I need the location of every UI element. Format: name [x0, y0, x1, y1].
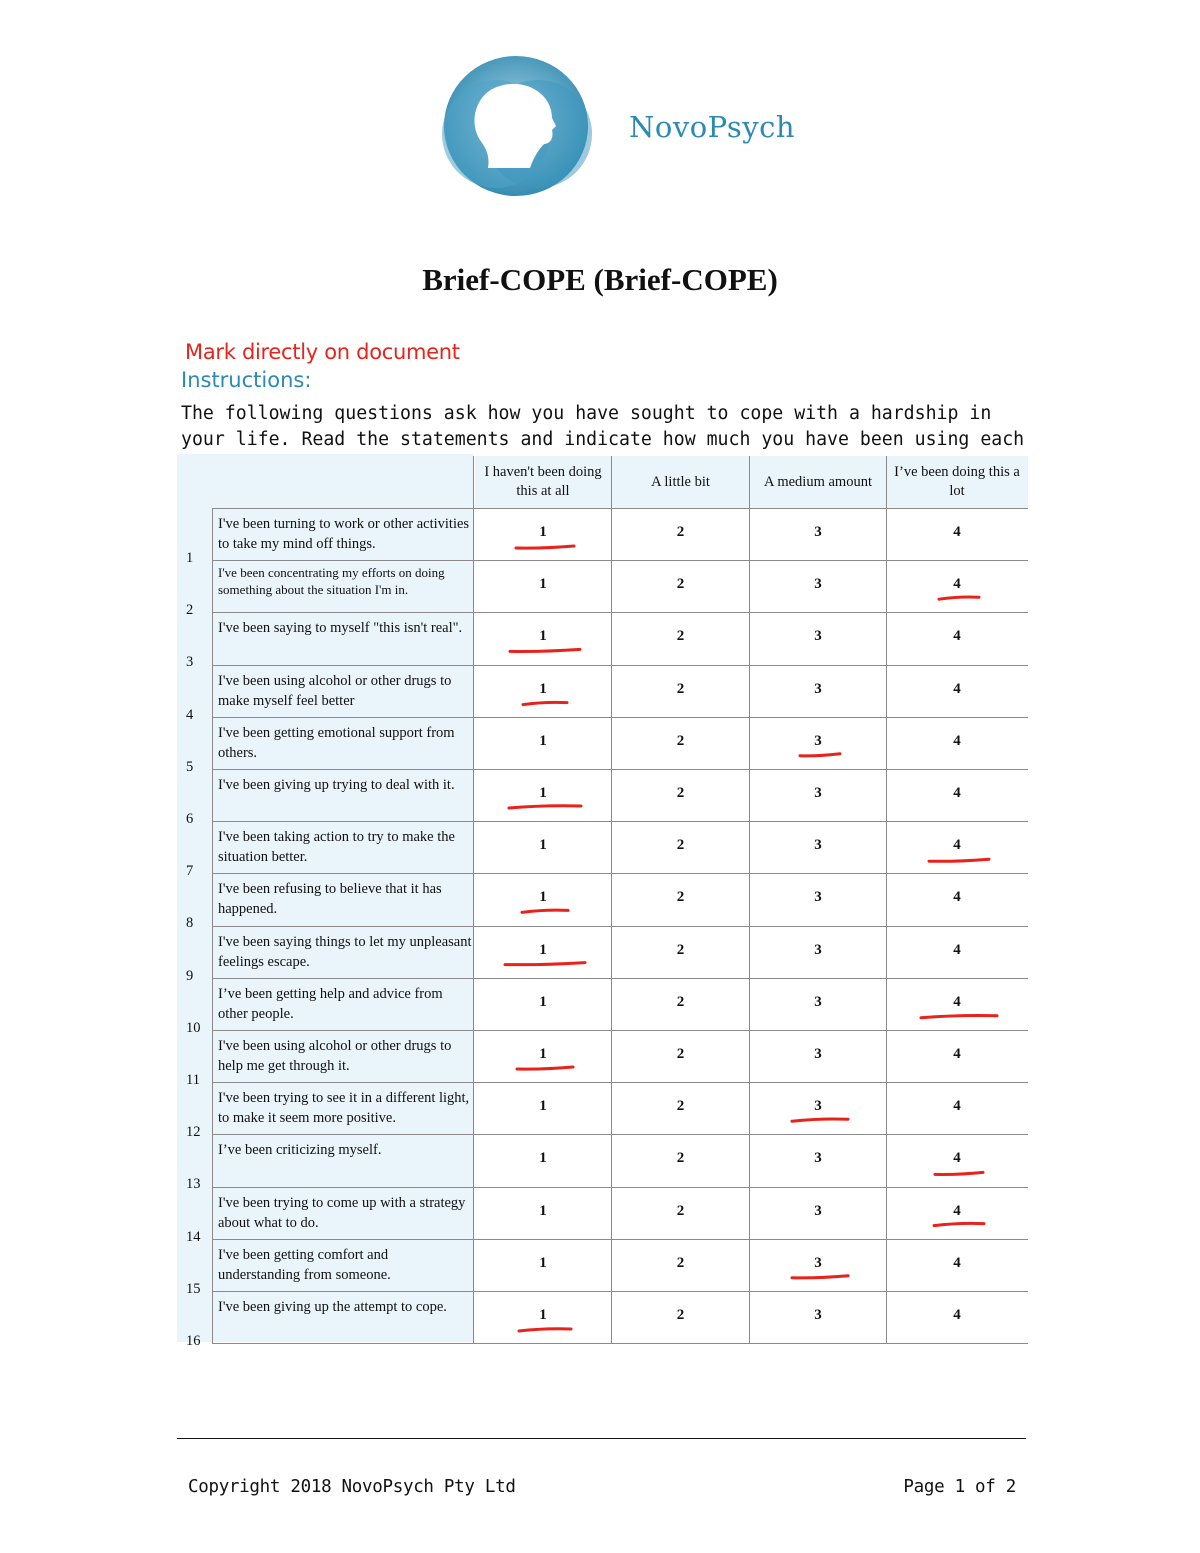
row-number: 7 — [186, 863, 194, 880]
response-option[interactable]: 2 — [676, 576, 685, 593]
selection-mark — [517, 1067, 573, 1069]
row-number: 14 — [186, 1228, 201, 1245]
selection-mark — [792, 1276, 848, 1278]
response-option[interactable]: 4 — [953, 1046, 961, 1062]
response-option[interactable]: 1 — [539, 680, 547, 697]
row-number: 10 — [186, 1019, 201, 1036]
selection-mark — [519, 1329, 571, 1331]
copyright: Copyright 2018 NovoPsych Pty Ltd — [188, 1477, 516, 1497]
instructions-text: The following questions ask how you have sought to cope with a hardship in your life. Read the statements and indicate how much you have been using each — [181, 403, 1025, 450]
response-option[interactable]: 2 — [676, 1202, 685, 1219]
response-option[interactable]: 2 — [676, 941, 685, 958]
coping-statement: I've been taking action to try to make the situation better. — [218, 829, 455, 866]
response-option[interactable]: 1 — [539, 576, 547, 593]
response-option[interactable]: 1 — [539, 785, 547, 801]
response-option[interactable]: 3 — [814, 524, 822, 540]
response-option[interactable]: 1 — [539, 1202, 547, 1219]
footer-divider — [177, 1438, 1026, 1439]
selection-mark — [505, 963, 585, 965]
response-option[interactable]: 3 — [814, 837, 822, 854]
header-not-at-all: I haven't been doing this at all — [484, 464, 602, 499]
response-option[interactable]: 2 — [676, 1150, 685, 1167]
response-option[interactable]: 4 — [953, 524, 961, 540]
response-option[interactable]: 2 — [676, 1098, 685, 1115]
response-option[interactable]: 1 — [539, 1254, 547, 1271]
selection-mark — [523, 702, 567, 704]
coping-statement: I've been saying things to let my unpleasant feelings escape. — [218, 933, 472, 970]
coping-statement: I've been giving up the attempt to cope. — [218, 1299, 447, 1315]
header-medium-amount: A medium amount — [764, 473, 872, 490]
response-option[interactable]: 2 — [676, 1046, 685, 1062]
row-number: 16 — [186, 1333, 201, 1349]
instructions-label: Instructions: — [181, 368, 312, 392]
row-number: 15 — [186, 1280, 201, 1297]
response-option[interactable]: 4 — [953, 1202, 961, 1219]
response-option[interactable]: 4 — [953, 1150, 961, 1167]
coping-statement: I’ve been criticizing myself. — [218, 1142, 382, 1159]
selection-mark — [800, 754, 840, 756]
row-number: 3 — [186, 654, 194, 671]
response-option[interactable]: 1 — [539, 837, 547, 854]
response-option[interactable]: 2 — [676, 680, 685, 697]
selection-mark — [929, 859, 989, 861]
response-option[interactable]: 3 — [814, 680, 822, 697]
selection-mark — [792, 1119, 848, 1121]
response-option[interactable]: 4 — [953, 1254, 961, 1271]
response-option[interactable]: 3 — [814, 576, 822, 593]
response-option[interactable]: 1 — [539, 628, 547, 645]
response-option[interactable]: 2 — [676, 732, 685, 749]
response-option[interactable]: 1 — [539, 993, 547, 1010]
coping-statement: I've been trying to come up with a strategy about what to do. — [218, 1194, 466, 1231]
row-number: 13 — [186, 1176, 201, 1193]
response-option[interactable]: 1 — [539, 524, 547, 540]
brand-name: NovoPsych — [629, 110, 796, 144]
header-a-lot: I’ve been doing this a lot — [894, 464, 1020, 499]
coping-statement: I've been using alcohol or other drugs to make myself feel better — [218, 672, 452, 709]
page-number: Page 1 of 2 — [903, 1477, 1016, 1497]
response-option[interactable]: 4 — [953, 993, 961, 1010]
selection-mark — [934, 1223, 984, 1225]
response-option[interactable]: 2 — [676, 785, 685, 801]
header-little-bit: A little bit — [651, 473, 710, 490]
coping-statement: I've been getting emotional support from others. — [218, 724, 455, 761]
row-number: 11 — [186, 1072, 200, 1088]
response-option[interactable]: 2 — [676, 524, 685, 540]
response-option[interactable]: 4 — [953, 628, 961, 645]
coping-statement: I've been using alcohol or other drugs to help me get through it. — [218, 1038, 452, 1074]
selection-mark — [921, 1016, 997, 1018]
response-option[interactable]: 1 — [539, 1098, 547, 1115]
row-number: 8 — [186, 915, 194, 932]
response-option[interactable]: 2 — [676, 889, 685, 906]
response-option[interactable]: 3 — [814, 1046, 822, 1062]
selection-mark — [939, 597, 979, 599]
row-number: 4 — [186, 706, 194, 723]
coping-statement: I've been concentrating my efforts on doing something about the situation I'm in. — [218, 565, 445, 598]
row-number: 12 — [186, 1124, 201, 1141]
response-option[interactable]: 3 — [814, 1150, 822, 1167]
response-option[interactable]: 3 — [814, 1307, 822, 1323]
response-option[interactable]: 3 — [814, 941, 822, 958]
response-option[interactable]: 3 — [814, 785, 822, 801]
row-number: 2 — [186, 602, 194, 619]
response-option[interactable]: 4 — [953, 941, 961, 958]
row-number: 1 — [186, 550, 194, 566]
response-option[interactable]: 2 — [676, 628, 685, 645]
page-title: Brief-COPE (Brief-COPE) — [422, 262, 778, 297]
row-number: 6 — [186, 811, 194, 827]
response-option[interactable]: 1 — [539, 1150, 547, 1167]
response-option[interactable]: 3 — [814, 889, 822, 906]
response-option[interactable]: 1 — [539, 889, 547, 906]
coping-statement: I've been trying to see it in a different light, to make it seem more positive. — [218, 1090, 470, 1127]
response-option[interactable]: 4 — [953, 1307, 961, 1323]
response-option[interactable]: 3 — [814, 628, 822, 645]
response-option[interactable]: 4 — [953, 732, 961, 749]
selection-mark — [509, 806, 581, 808]
response-option[interactable]: 4 — [953, 1098, 961, 1115]
coping-statement: I’ve been getting help and advice from other people. — [218, 985, 443, 1022]
response-option[interactable]: 2 — [676, 1307, 685, 1323]
response-option[interactable]: 4 — [953, 785, 961, 801]
selection-mark — [935, 1172, 983, 1174]
row-number: 5 — [186, 758, 194, 775]
coping-statement: I've been turning to work or other activities to take my mind off things. — [218, 516, 470, 552]
response-option[interactable]: 4 — [953, 837, 961, 854]
selection-mark — [510, 649, 580, 651]
response-option[interactable]: 2 — [676, 837, 685, 854]
mark-note: Mark directly on document — [185, 340, 460, 364]
response-option[interactable]: 3 — [814, 1254, 822, 1271]
response-option[interactable]: 4 — [953, 889, 961, 906]
coping-statement: I've been saying to myself "this isn't real". — [218, 620, 463, 637]
response-option[interactable]: 3 — [814, 1098, 822, 1115]
response-option[interactable]: 3 — [814, 1202, 822, 1219]
response-option[interactable]: 4 — [953, 680, 961, 697]
selection-mark — [522, 910, 568, 912]
response-option[interactable]: 2 — [676, 1254, 685, 1271]
coping-statement: I've been giving up trying to deal with it. — [218, 777, 455, 793]
row-number: 9 — [186, 967, 194, 984]
response-option[interactable]: 1 — [539, 941, 547, 958]
coping-statement: I've been getting comfort and understanding from someone. — [218, 1246, 391, 1283]
response-option[interactable]: 1 — [539, 1046, 547, 1062]
response-option[interactable]: 1 — [539, 732, 547, 749]
coping-statement: I've been refusing to believe that it has happened. — [218, 881, 442, 918]
response-option[interactable]: 2 — [676, 993, 685, 1010]
response-option[interactable]: 3 — [814, 732, 822, 749]
response-option[interactable]: 1 — [539, 1307, 547, 1323]
selection-mark — [516, 546, 574, 548]
response-option[interactable]: 3 — [814, 993, 822, 1010]
response-option[interactable]: 4 — [953, 576, 961, 593]
